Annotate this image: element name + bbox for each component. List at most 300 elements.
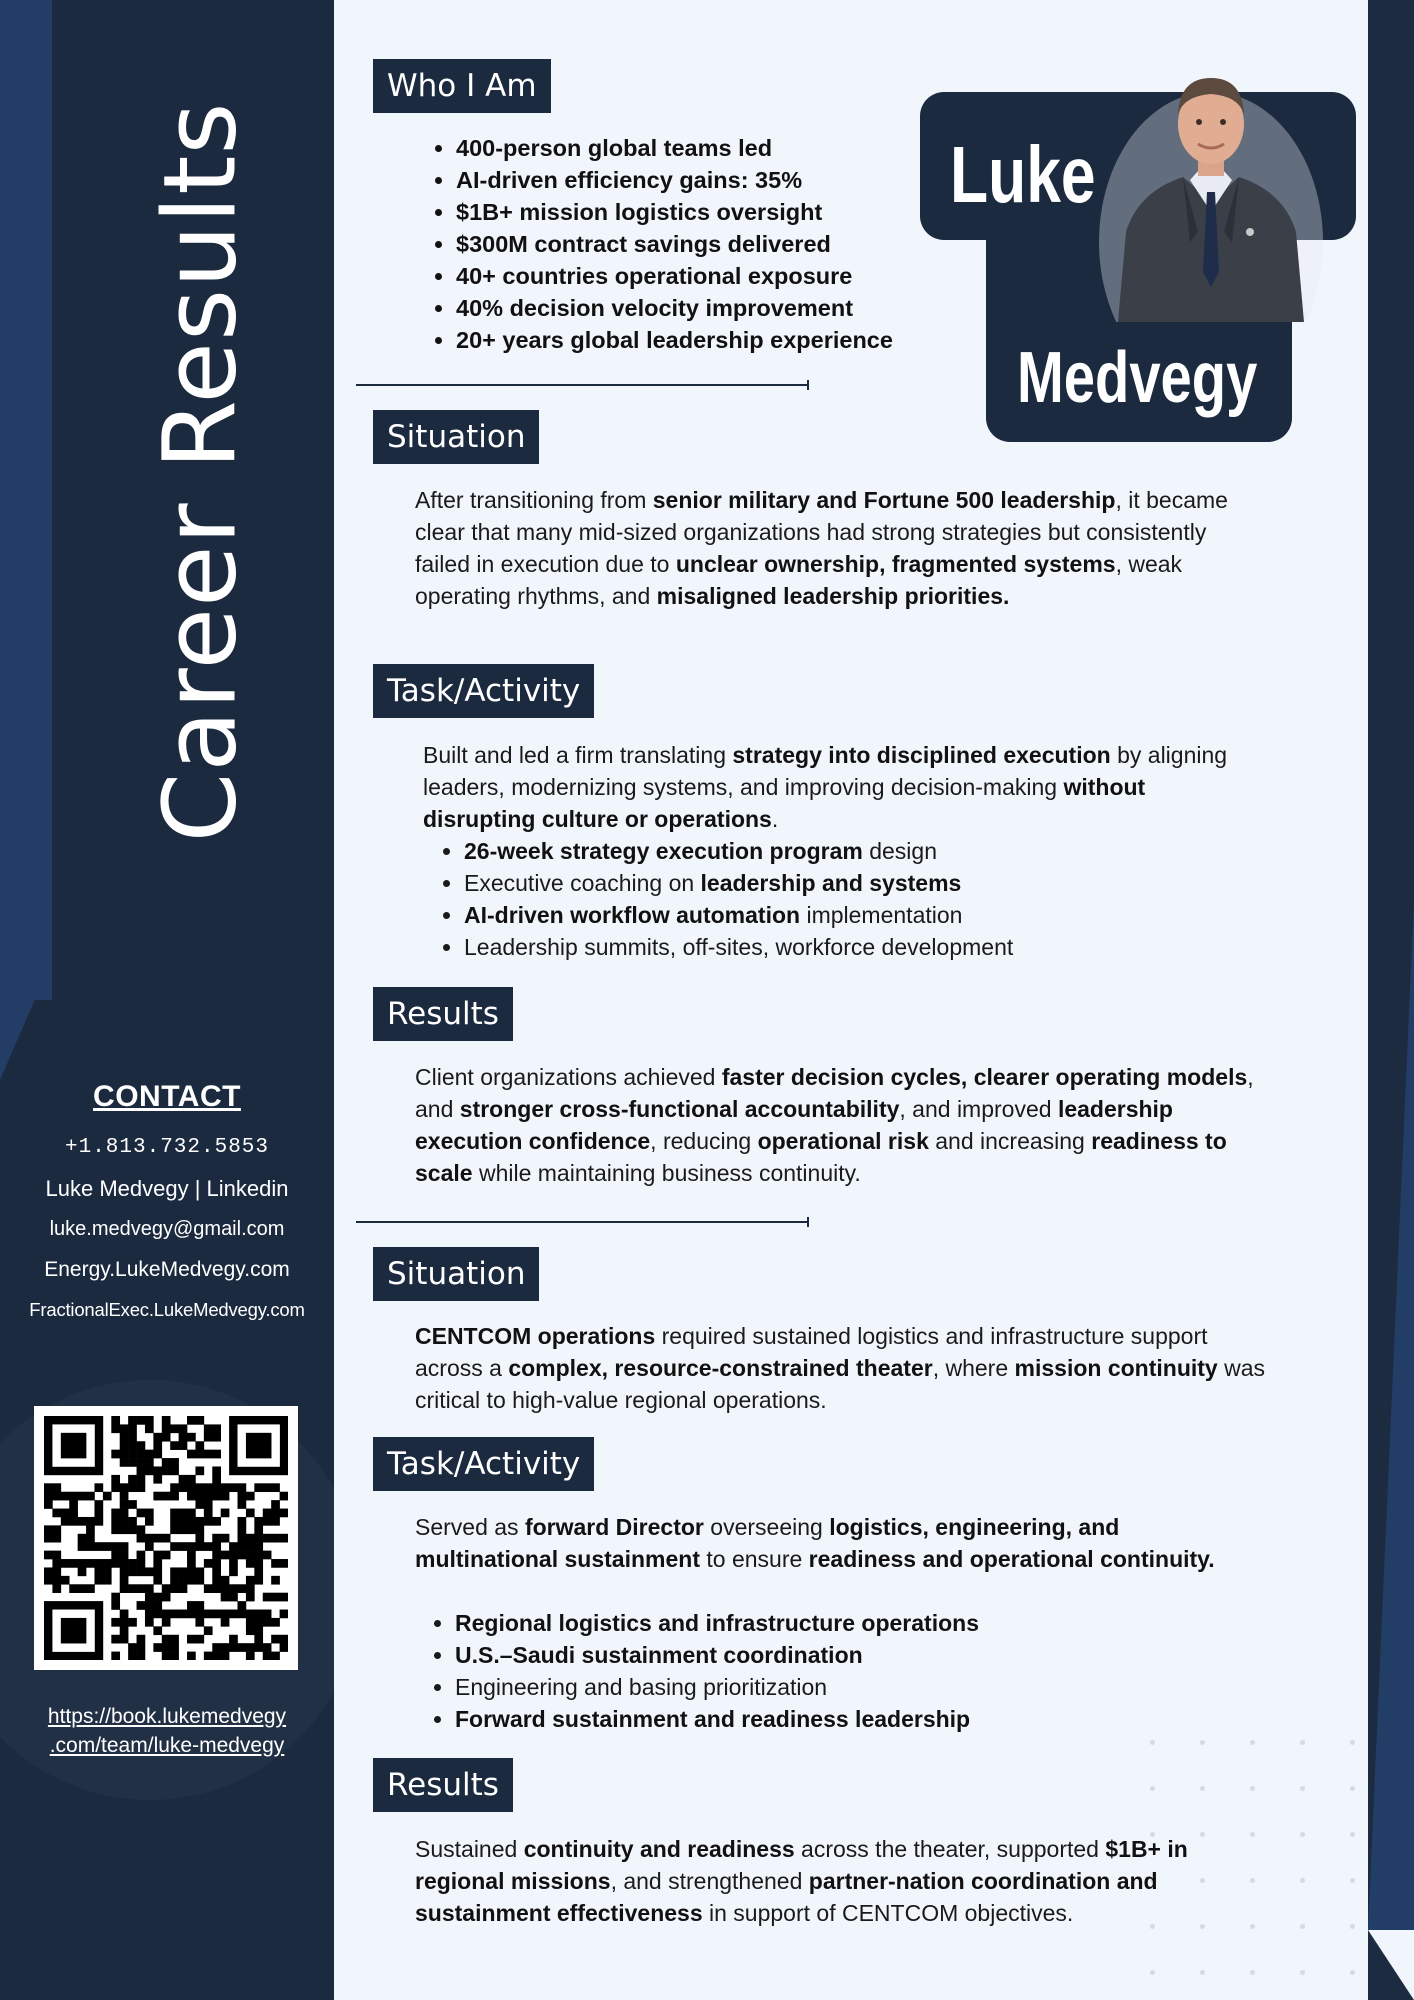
qr-module [128,1416,137,1425]
qr-module [69,1492,78,1501]
qr-module [145,1610,154,1619]
qr-module [103,1492,112,1501]
qr-module [86,1559,95,1568]
qr-module [120,1509,129,1518]
case2-task-text [415,1511,1215,1575]
qr-module [137,1601,146,1610]
qr-module [120,1567,129,1576]
body-text: , it became clear that many mid-sized organizations had strong strategies but consistently failed in execution due to [415,487,1228,577]
emphasis-text: Forward sustainment and readiness leadership [455,1706,971,1732]
qr-module [120,1500,129,1509]
qr-module [229,1635,238,1644]
qr-module [187,1542,196,1551]
decorative-dot [1350,1832,1355,1837]
contact-email-link[interactable]: luke.medvegy@gmail.com [49,1218,285,1240]
qr-module [271,1635,280,1644]
qr-module [263,1652,272,1660]
decorative-dot [1350,1878,1355,1883]
qr-module [111,1517,120,1526]
body-text: in support of CENTCOM objectives. [702,1900,1074,1926]
qr-module [120,1610,129,1619]
qr-module [44,1534,53,1543]
qr-module [170,1466,179,1475]
emphasis-text: 26-week strategy execution program [464,838,863,864]
qr-module [170,1458,179,1467]
qr-module [179,1424,188,1433]
booking-link-line2[interactable]: .com/team/luke-medvegy [49,1734,285,1757]
qr-module [229,1643,238,1652]
qr-module [254,1525,263,1534]
qr-module [128,1441,137,1450]
qr-module [221,1593,230,1602]
qr-module [137,1584,146,1593]
qr-module [187,1433,196,1442]
qr-module [212,1475,221,1484]
body-text: Built and led a firm translating [423,742,733,768]
qr-module [187,1601,196,1610]
task-list-item [464,899,1013,931]
qr-module [128,1458,137,1467]
booking-link[interactable] [0,1702,334,1760]
body-text: Executive coaching on [464,870,701,896]
decorative-dot [1350,1786,1355,1791]
qr-module [137,1534,146,1543]
emphasis-text: complex, resource-constrained theater [508,1355,933,1381]
qr-module [187,1450,196,1459]
qr-module [111,1542,120,1551]
qr-module [280,1635,288,1644]
qr-module [162,1610,171,1619]
qr-module [120,1576,129,1585]
qr-module [120,1483,129,1492]
qr-module [187,1475,196,1484]
qr-module [221,1643,230,1652]
decorative-dot [1200,1970,1205,1975]
emphasis-text: readiness to scale [415,1128,1227,1186]
qr-module [162,1584,171,1593]
qr-module [128,1424,137,1433]
qr-module [69,1517,78,1526]
qr-module [246,1433,272,1459]
qr-module [170,1509,179,1518]
qr-module [52,1584,61,1593]
qr-module [280,1559,288,1568]
qr-module [78,1584,87,1593]
qr-module [195,1441,204,1450]
qr-module [120,1517,129,1526]
qr-module [128,1517,137,1526]
qr-module [238,1643,247,1652]
qr-module [162,1492,171,1501]
qr-module [111,1593,120,1602]
qr-module [128,1618,137,1627]
qr-module [271,1652,280,1660]
qr-module [254,1626,263,1635]
qr-module [238,1610,247,1619]
emphasis-text: faster decision cycles, clearer operating models [721,1064,1248,1090]
qr-module [137,1567,146,1576]
qr-module [204,1509,213,1518]
decorative-dot [1300,1970,1305,1975]
who-i-am-item: • AI-driven efficiency gains: 35% [456,164,893,196]
qr-module [111,1525,120,1534]
booking-link-line1[interactable]: https://book.lukemedvegy [47,1705,287,1728]
qr-module [187,1517,196,1526]
qr-module [162,1551,171,1560]
qr-module [44,1576,53,1585]
task-list-item [464,835,1013,867]
emphasis-text: Regional logistics and infrastructure operations [455,1610,979,1636]
emphasis-text: leadership and systems [700,870,962,896]
qr-module [145,1542,154,1551]
qr-module [137,1551,146,1560]
body-text: Client organizations achieved [415,1064,722,1090]
emphasis-text: without disrupting culture or operations [423,774,1146,832]
qr-module [179,1517,188,1526]
contact-phone[interactable]: +1.813.732.5853 [64,1136,270,1159]
emphasis-text: forward Director [524,1514,704,1540]
qr-module [212,1551,221,1560]
qr-module [187,1652,196,1660]
qr-module [44,1567,53,1576]
qr-module [263,1610,272,1619]
qr-module [120,1584,129,1593]
case1-task-list [424,835,1013,963]
qr-module [212,1567,221,1576]
qr-module [78,1542,87,1551]
qr-module [162,1618,171,1627]
qr-module [103,1567,112,1576]
qr-module [179,1433,188,1442]
qr-module [271,1618,280,1627]
case1-task-text [423,739,1263,835]
qr-module [153,1492,162,1501]
qr-module [145,1458,154,1467]
qr-module [52,1509,61,1518]
qr-module [187,1576,196,1585]
qr-module [229,1593,238,1602]
qr-module [238,1525,247,1534]
qr-module [86,1492,95,1501]
qr-module [153,1567,162,1576]
qr-module [162,1652,171,1660]
qr-module [137,1635,146,1644]
emphasis-text: AI-driven workflow automation [464,902,801,928]
qr-module [153,1601,162,1610]
qr-module [271,1517,280,1526]
qr-module [137,1509,146,1518]
qr-module [246,1584,255,1593]
qr-module [145,1618,154,1627]
who-i-am-heading: Who I Am [373,59,551,113]
qr-module [195,1601,204,1610]
emphasis-text: misaligned leadership priorities. [656,583,1010,609]
qr-module [212,1542,221,1551]
sidebar-accent-cut [0,960,52,1080]
body-text: required sustained logistics and infrastructure support across a [415,1323,1208,1381]
qr-module [162,1643,171,1652]
qr-module [128,1525,137,1534]
qr-module [162,1593,171,1602]
qr-module [212,1517,221,1526]
decorative-dot [1250,1970,1255,1975]
decorative-dot [1300,1878,1305,1883]
qr-module [195,1416,204,1425]
decorative-dot [1300,1740,1305,1745]
qr-module [120,1618,129,1627]
emphasis-text: $1B+ in regional missions [415,1836,1188,1894]
qr-module [179,1542,188,1551]
qr-module [128,1567,137,1576]
qr-module [246,1542,255,1551]
qr-module [44,1492,53,1501]
qr-module [145,1584,154,1593]
qr-module [271,1559,280,1568]
qr-module [86,1534,95,1543]
emphasis-text: leadership execution confidence [415,1096,1173,1154]
qr-module [280,1593,288,1602]
qr-module [137,1652,146,1660]
qr-module [61,1559,70,1568]
qr-module [153,1534,162,1543]
qr-module [246,1509,255,1518]
qr-module [120,1492,129,1501]
emphasis-text: readiness and operational continuity. [808,1546,1215,1572]
qr-module [153,1576,162,1585]
qr-module [187,1610,196,1619]
qr-module [153,1559,162,1568]
qr-module [221,1509,230,1518]
decorative-dot [1350,1740,1355,1745]
qr-module [94,1483,103,1492]
qr-module [195,1525,204,1534]
qr-module [153,1450,162,1459]
qr-module [246,1559,255,1568]
qr-module [170,1542,179,1551]
qr-module [111,1450,120,1459]
task-list-item [455,1703,979,1735]
qr-module [61,1492,70,1501]
contact-heading: CONTACT [93,1080,241,1113]
qr-module [86,1525,95,1534]
qr-module [145,1424,154,1433]
qr-module [103,1559,112,1568]
qr-module [263,1551,272,1560]
task-list-item [464,931,1013,963]
decorative-dot [1300,1786,1305,1791]
qr-module [254,1643,263,1652]
decorative-dot [1350,1924,1355,1929]
qr-module [212,1610,221,1619]
qr-module [170,1441,179,1450]
body-text: , and strengthened [610,1868,809,1894]
qr-module [271,1483,280,1492]
qr-module [280,1610,288,1619]
qr-module [254,1618,263,1627]
qr-module [280,1492,288,1501]
case2-results-text [415,1833,1265,1929]
qr-module [153,1441,162,1450]
emphasis-text: partner-nation coordination and sustainment effectiveness [415,1868,1158,1926]
qr-module [246,1618,255,1627]
qr-module [212,1433,221,1442]
decorative-dot [1200,1740,1205,1745]
decorative-dot [1300,1924,1305,1929]
qr-module [212,1643,221,1652]
decorative-dot [1200,1786,1205,1791]
qr-module [238,1500,247,1509]
qr-module [229,1567,238,1576]
qr-module [162,1416,171,1425]
qr-module [111,1424,120,1433]
body-text: design [862,838,937,864]
qr-module [187,1525,196,1534]
qr-module [61,1433,87,1459]
qr-module [238,1542,247,1551]
body-text: Leadership summits, off-sites, workforce development [464,934,1014,960]
qr-module [263,1534,272,1543]
qr-module [221,1610,230,1619]
qr-module [280,1534,288,1543]
qr-module [153,1593,162,1602]
qr-module [145,1517,154,1526]
qr-module [170,1483,179,1492]
qr-module [229,1483,238,1492]
body-text: across the theater, supported [794,1836,1106,1862]
qr-module [137,1450,146,1459]
case1-situation-text [415,484,1245,612]
qr-module [120,1424,129,1433]
qr-module [86,1517,95,1526]
qr-module [204,1626,213,1635]
body-text: After transitioning from [415,487,653,513]
qr-module [254,1542,263,1551]
qr-module [204,1483,213,1492]
qr-module [162,1433,171,1442]
qr-module [153,1466,162,1475]
qr-module [179,1576,188,1585]
qr-module [120,1458,129,1467]
contact-energy-site-link[interactable]: Energy.LukeMedvegy.com [44,1258,290,1281]
qr-module [238,1492,247,1501]
qr-module [195,1618,204,1627]
qr-module [221,1483,230,1492]
qr-module [204,1610,213,1619]
emphasis-text: logistics, engineering, and multinational sustainment [415,1514,1120,1572]
qr-module [221,1652,230,1660]
qr-code-icon[interactable] [34,1406,298,1670]
contact-linkedin-link[interactable]: Luke Medvegy | Linkedin [45,1176,289,1201]
case2-situation-text [415,1320,1265,1416]
qr-module [263,1509,272,1518]
body-text: Engineering and basing prioritization [455,1674,828,1700]
who-i-am-list [400,132,893,356]
qr-module [120,1559,129,1568]
qr-module [69,1584,78,1593]
case1-results-heading: Results [373,987,513,1041]
who-i-am-item: • 20+ years global leadership experience [456,324,893,356]
decorative-dot [1150,1786,1155,1791]
emphasis-text: U.S.–Saudi sustainment coordination [455,1642,863,1668]
body-text: by aligning leaders, modernizing systems, and improving decision-making [423,742,1228,800]
qr-module [44,1525,53,1534]
qr-module [254,1534,263,1543]
who-i-am-item: • $300M contract savings delivered [456,228,893,260]
qr-module [229,1542,238,1551]
qr-module [212,1534,221,1543]
task-list-item [455,1639,979,1671]
emphasis-text: senior military and Fortune 500 leadership [652,487,1116,513]
qr-module [120,1635,129,1644]
qr-module [204,1424,213,1433]
qr-module [271,1534,280,1543]
qr-module [246,1643,255,1652]
qr-module [111,1635,120,1644]
qr-module [137,1559,146,1568]
qr-module [195,1450,204,1459]
qr-module [187,1635,196,1644]
qr-module [221,1618,230,1627]
qr-module [78,1517,87,1526]
qr-module [120,1441,129,1450]
qr-module [238,1534,247,1543]
qr-module [111,1652,120,1660]
qr-module [204,1542,213,1551]
qr-module [128,1433,137,1442]
section-divider [356,1221,808,1223]
qr-module [44,1483,53,1492]
qr-module [61,1618,87,1644]
qr-module [61,1517,70,1526]
qr-module [153,1551,162,1560]
qr-module [195,1517,204,1526]
qr-module [238,1483,247,1492]
decorative-dot [1250,1740,1255,1745]
qr-module [162,1424,171,1433]
qr-module [52,1483,61,1492]
qr-module [52,1576,61,1585]
qr-module [94,1509,103,1518]
emphasis-text: mission continuity [1014,1355,1218,1381]
qr-module [61,1509,70,1518]
qr-module [280,1509,288,1518]
qr-module [187,1416,196,1425]
qr-module [246,1492,255,1501]
qr-module [204,1433,213,1442]
qr-module [187,1492,196,1501]
qr-module [238,1601,247,1610]
qr-module [195,1576,204,1585]
qr-module [212,1483,221,1492]
contact-fractional-site-link[interactable]: FractionalExec.LukeMedvegy.com [29,1299,305,1320]
qr-module [137,1458,146,1467]
qr-module [137,1441,146,1450]
qr-module [111,1551,120,1560]
qr-module [120,1525,129,1534]
qr-module [120,1551,129,1560]
qr-module [137,1525,146,1534]
body-text: , and [415,1064,1254,1122]
qr-module [170,1652,179,1660]
who-i-am-item: • 40% decision velocity improvement [456,292,893,324]
qr-module [128,1483,137,1492]
qr-module [145,1593,154,1602]
qr-module [195,1534,204,1543]
qr-module [246,1593,255,1602]
qr-module [120,1626,129,1635]
qr-module [78,1534,87,1543]
qr-module [204,1517,213,1526]
